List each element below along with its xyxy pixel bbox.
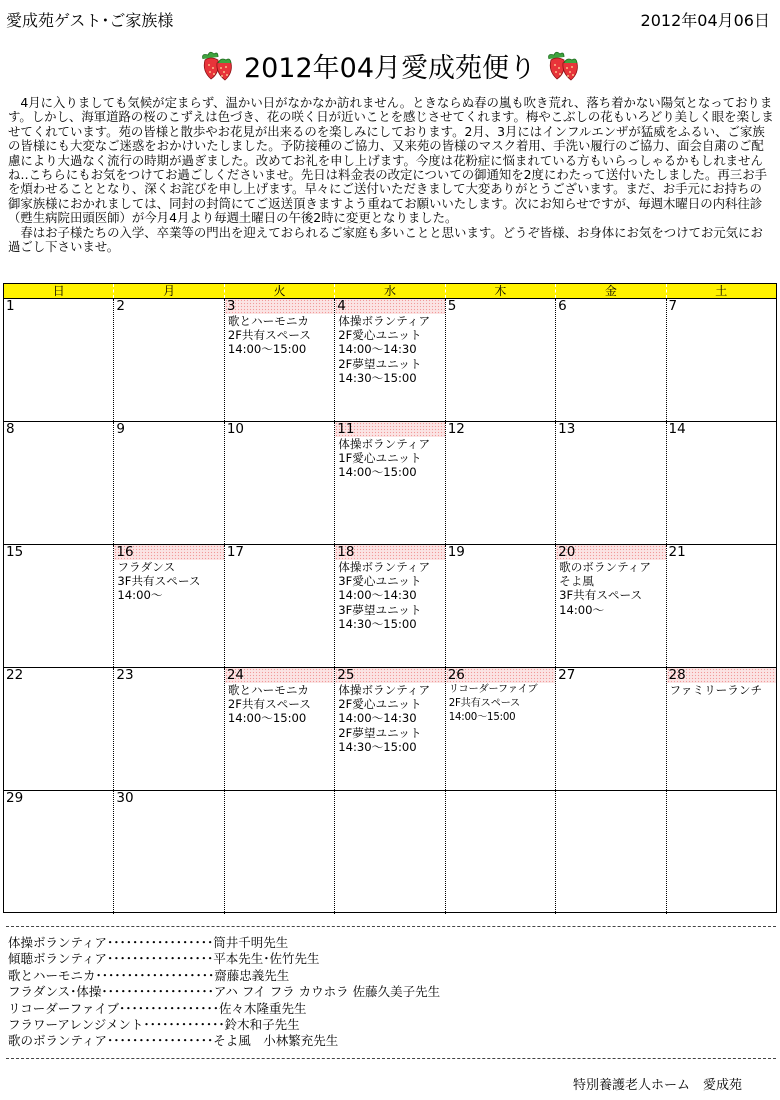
event-line: 14:00～14:30 <box>338 342 417 357</box>
event-line: 14:00～14:30 <box>338 711 417 726</box>
day-number: 10 <box>226 421 245 437</box>
day-number: 6 <box>558 298 567 314</box>
event-line: 歌のボランティア <box>559 560 651 574</box>
day-number-event: 20 <box>556 545 665 560</box>
calendar-day-cell <box>556 422 666 544</box>
volunteer-role: フラワーアレンジメント･････････････ <box>8 1017 225 1033</box>
volunteer-row <box>8 1001 440 1017</box>
issue-date: 2012年04月06日 <box>640 11 770 30</box>
page-title: 2012年04月愛成苑便り <box>243 53 537 84</box>
volunteer-role: リコーダーファイブ････････････････ <box>8 1000 220 1016</box>
calendar-day-cell <box>114 791 224 914</box>
calendar-day-cell <box>556 668 666 790</box>
calendar-day-cell <box>335 422 445 544</box>
calendar-day-cell <box>4 668 114 790</box>
event-line: 2F共有スペース <box>227 697 311 712</box>
event-line: 3F夢望ユニット <box>338 602 422 617</box>
day-number: 14 <box>668 421 686 437</box>
weekday-label: 土 <box>712 284 730 298</box>
weekday-header-cell <box>225 284 335 298</box>
volunteer-row <box>8 1033 440 1049</box>
event-line: 3F共有スペース <box>559 588 643 603</box>
calendar-week-row <box>4 545 776 668</box>
volunteer-row <box>8 968 440 984</box>
strawberry-icon <box>545 49 581 83</box>
day-number: 22 <box>6 667 24 683</box>
day-number: 13 <box>558 421 576 437</box>
event-line: リコーダーファイブ <box>448 684 538 695</box>
day-number: 27 <box>558 667 576 683</box>
title-row <box>0 46 780 85</box>
volunteer-name: 佐々木隆重先生 <box>219 1000 307 1016</box>
day-number-event: 25 <box>335 668 444 683</box>
calendar-day-cell <box>114 299 224 421</box>
day-number-event: 28 <box>667 668 776 683</box>
calendar-day-cell <box>446 299 556 421</box>
event-line: 3F愛心ユニット <box>338 574 422 589</box>
weekday-label: 水 <box>381 284 399 298</box>
weekday-header-cell <box>667 284 776 298</box>
weekday-header-cell <box>556 284 666 298</box>
volunteer-row <box>8 1017 440 1033</box>
event-line: ファミリーランチ <box>669 683 763 697</box>
event-line: 14:30～15:00 <box>338 616 417 631</box>
day-number-event: 16 <box>114 545 223 560</box>
event-line: 14:00～15:00 <box>448 712 516 724</box>
calendar-week-row <box>4 791 776 914</box>
calendar-day-cell <box>556 545 666 667</box>
calendar-day-cell <box>335 545 445 667</box>
facility-name: 特別養護老人ホーム 愛成苑 <box>572 1078 742 1093</box>
event-line: 2F共有スペース <box>448 698 521 710</box>
volunteer-name: 齋藤忠義先生 <box>214 967 290 983</box>
weekday-label: 火 <box>271 284 289 298</box>
recipient-label: 愛成苑ゲスト･ご家族様 <box>6 11 174 30</box>
event-line: 14:00～15:00 <box>227 711 307 726</box>
event-line: 歌とハーモニカ <box>227 314 310 328</box>
calendar-day-cell <box>4 545 114 667</box>
calendar-day-cell <box>667 668 776 790</box>
volunteer-row <box>8 935 440 951</box>
volunteer-role: フラダンス･体操･･････････････････ <box>8 984 214 1000</box>
weekday-header-cell <box>446 284 556 298</box>
calendar-day-cell <box>446 668 556 790</box>
event-line: 体操ボランティア <box>338 437 431 451</box>
calendar-day-cell <box>667 422 776 544</box>
calendar-day-cell <box>225 299 335 421</box>
event-line: 2F夢望ユニット <box>338 725 422 740</box>
calendar-day-cell <box>4 791 114 914</box>
day-number-event: 3 <box>225 299 334 314</box>
calendar-week-row <box>4 422 776 545</box>
volunteer-row <box>8 951 440 967</box>
day-number <box>225 791 334 806</box>
volunteer-list <box>8 935 440 1050</box>
calendar-week-row <box>4 299 776 422</box>
weekday-header-cell <box>335 284 445 298</box>
event-line: 体操ボランティア <box>338 683 431 697</box>
day-number <box>335 791 444 806</box>
calendar-day-cell <box>667 791 776 914</box>
event-line: 2F共有スペース <box>227 328 311 343</box>
event-line: 14:00～ <box>559 602 605 617</box>
intro-text <box>8 96 774 254</box>
day-number: 5 <box>447 298 457 314</box>
event-line: 2F愛心ユニット <box>338 697 422 712</box>
event-line: 14:00～15:00 <box>338 465 417 480</box>
calendar-day-cell <box>446 791 556 914</box>
calendar-day-cell <box>114 668 224 790</box>
day-number: 12 <box>447 421 465 437</box>
day-number: 19 <box>447 544 465 560</box>
volunteer-name: アハ フイ フラ カウホラ 佐藤久美子先生 <box>213 984 441 1000</box>
calendar-day-cell <box>225 668 335 790</box>
event-line: 歌とハーモニカ <box>227 683 310 697</box>
calendar-day-cell <box>225 791 335 914</box>
calendar-day-cell <box>556 299 666 421</box>
weekday-label: 金 <box>602 284 620 298</box>
calendar-day-cell <box>446 422 556 544</box>
day-number: 21 <box>668 544 686 560</box>
calendar-day-cell <box>335 791 445 914</box>
day-number: 8 <box>6 421 15 437</box>
volunteer-name: 平本先生･佐竹先生 <box>213 951 320 967</box>
calendar-day-cell <box>114 422 224 544</box>
calendar-day-cell <box>225 422 335 544</box>
day-number: 29 <box>6 790 24 806</box>
event-calendar <box>3 283 777 913</box>
volunteer-role: 傾聴ボランティア･････････････････ <box>8 951 214 967</box>
day-number-event: 24 <box>225 668 334 683</box>
intro-paragraph: 春はお子様たちの入学、卒業等の門出を迎えておられるご家庭も多いことと思います。どうぞ皆様、お身体にお気をつけてお元気にお過ごし下さいませ。 <box>8 224 763 255</box>
volunteer-row <box>8 984 440 1000</box>
event-line: 14:30～15:00 <box>338 739 417 754</box>
day-number <box>667 791 776 806</box>
volunteer-role: 体操ボランティア･････････････････ <box>8 935 214 950</box>
day-number-event: 26 <box>446 668 555 683</box>
volunteer-name: そよ風 小林繁充先生 <box>213 1033 339 1049</box>
divider <box>6 1058 776 1059</box>
day-number: 2 <box>116 298 126 314</box>
calendar-day-cell <box>225 545 335 667</box>
day-number: 7 <box>668 298 678 314</box>
calendar-week-row <box>4 668 776 791</box>
day-number: 30 <box>116 790 134 806</box>
event-line: 体操ボランティア <box>338 560 431 574</box>
weekday-label: 日 <box>50 284 68 298</box>
calendar-body <box>4 299 776 914</box>
day-number: 15 <box>6 544 24 560</box>
calendar-day-cell <box>667 545 776 667</box>
volunteer-name: 筒井千明先生 <box>213 935 289 950</box>
calendar-day-cell <box>4 422 114 544</box>
calendar-weekday-header <box>4 284 776 299</box>
calendar-day-cell <box>667 299 776 421</box>
day-number: 9 <box>116 421 126 437</box>
event-line: 14:00～14:30 <box>338 588 417 603</box>
volunteer-role: 歌とハーモニカ･･･････････････････ <box>8 967 215 983</box>
event-line: 3F共有スペース <box>117 574 201 589</box>
calendar-day-cell <box>114 545 224 667</box>
calendar-day-cell <box>4 299 114 421</box>
calendar-day-cell <box>335 668 445 790</box>
event-line: フラダンス <box>117 560 176 574</box>
event-line: 2F夢望ユニット <box>338 356 422 371</box>
weekday-header-cell <box>114 284 224 298</box>
event-line: 14:00～ <box>117 588 163 603</box>
day-number <box>556 791 665 806</box>
weekday-header-cell <box>4 284 114 298</box>
weekday-label: 木 <box>491 284 509 298</box>
event-line: 14:30～15:00 <box>338 370 417 385</box>
day-number-event: 4 <box>335 299 444 314</box>
calendar-day-cell <box>446 545 556 667</box>
calendar-day-cell <box>556 791 666 914</box>
divider <box>6 926 776 927</box>
calendar-day-cell <box>335 299 445 421</box>
event-line: 14:00～15:00 <box>227 342 307 357</box>
day-number: 23 <box>116 667 134 683</box>
volunteer-name: 鈴木和子先生 <box>224 1017 300 1033</box>
day-number <box>446 791 555 806</box>
weekday-label: 月 <box>160 284 178 298</box>
intro-paragraph: 4月に入りましても気候が定まらず、温かい日がなかなか訪れません。ときならぬ春の嵐も吹き荒れ、落ち着かない陽気となっております。しかし、海軍道路の桜のこずえは色づき、花の咲く日が近いことを感じさせてくれます。梅やこぶしの花もいろどり美しく眼を楽しませてくれています。苑の皆様と散歩やお花見が出来るのを楽しみにしております。2月、3月にはインフルエンザが猛威をふるい、ご家族の皆様にも大変なご迷惑をおかけいたしました。予防接種のご協力、又来苑の皆様のマスク着用、手洗い履行のご協力、面会自粛のご配慮により大過なく流行の時期が過ぎました。改めてお礼を申し上げます。今度は花粉症に悩まれている方もいらっしゃるかもしれませんね‥こちらにもお気をつけてお過ごしくださいませ。先日は料金表の改定についての御通知を2度にわたって送付いたしました。再三お手を煩わせることとなり、深くお詫びを申し上げます。早々にご送付いただきまして大変ありがとうございます。まだ、お手元にお持ちの御家族様におかれましては、同封の封筒にてご返送頂きますよう重ねてお願いいたします。次にお知らせですが、毎週木曜日の内科往診（甦生病院田頭医師）が今月4月より毎週土曜日の午後2時に変更となりました。 <box>8 95 774 226</box>
event-line: 1F愛心ユニット <box>338 451 422 466</box>
event-line: 2F愛心ユニット <box>338 328 422 343</box>
strawberry-icon <box>199 49 235 83</box>
day-number: 17 <box>226 544 245 560</box>
day-number-event: 18 <box>335 545 444 560</box>
day-number-event: 11 <box>335 422 444 437</box>
event-line: そよ風 <box>559 574 594 589</box>
event-line: 体操ボランティア <box>338 314 431 328</box>
day-number: 1 <box>6 298 15 314</box>
volunteer-role: 歌のボランティア･････････････････ <box>8 1033 214 1049</box>
